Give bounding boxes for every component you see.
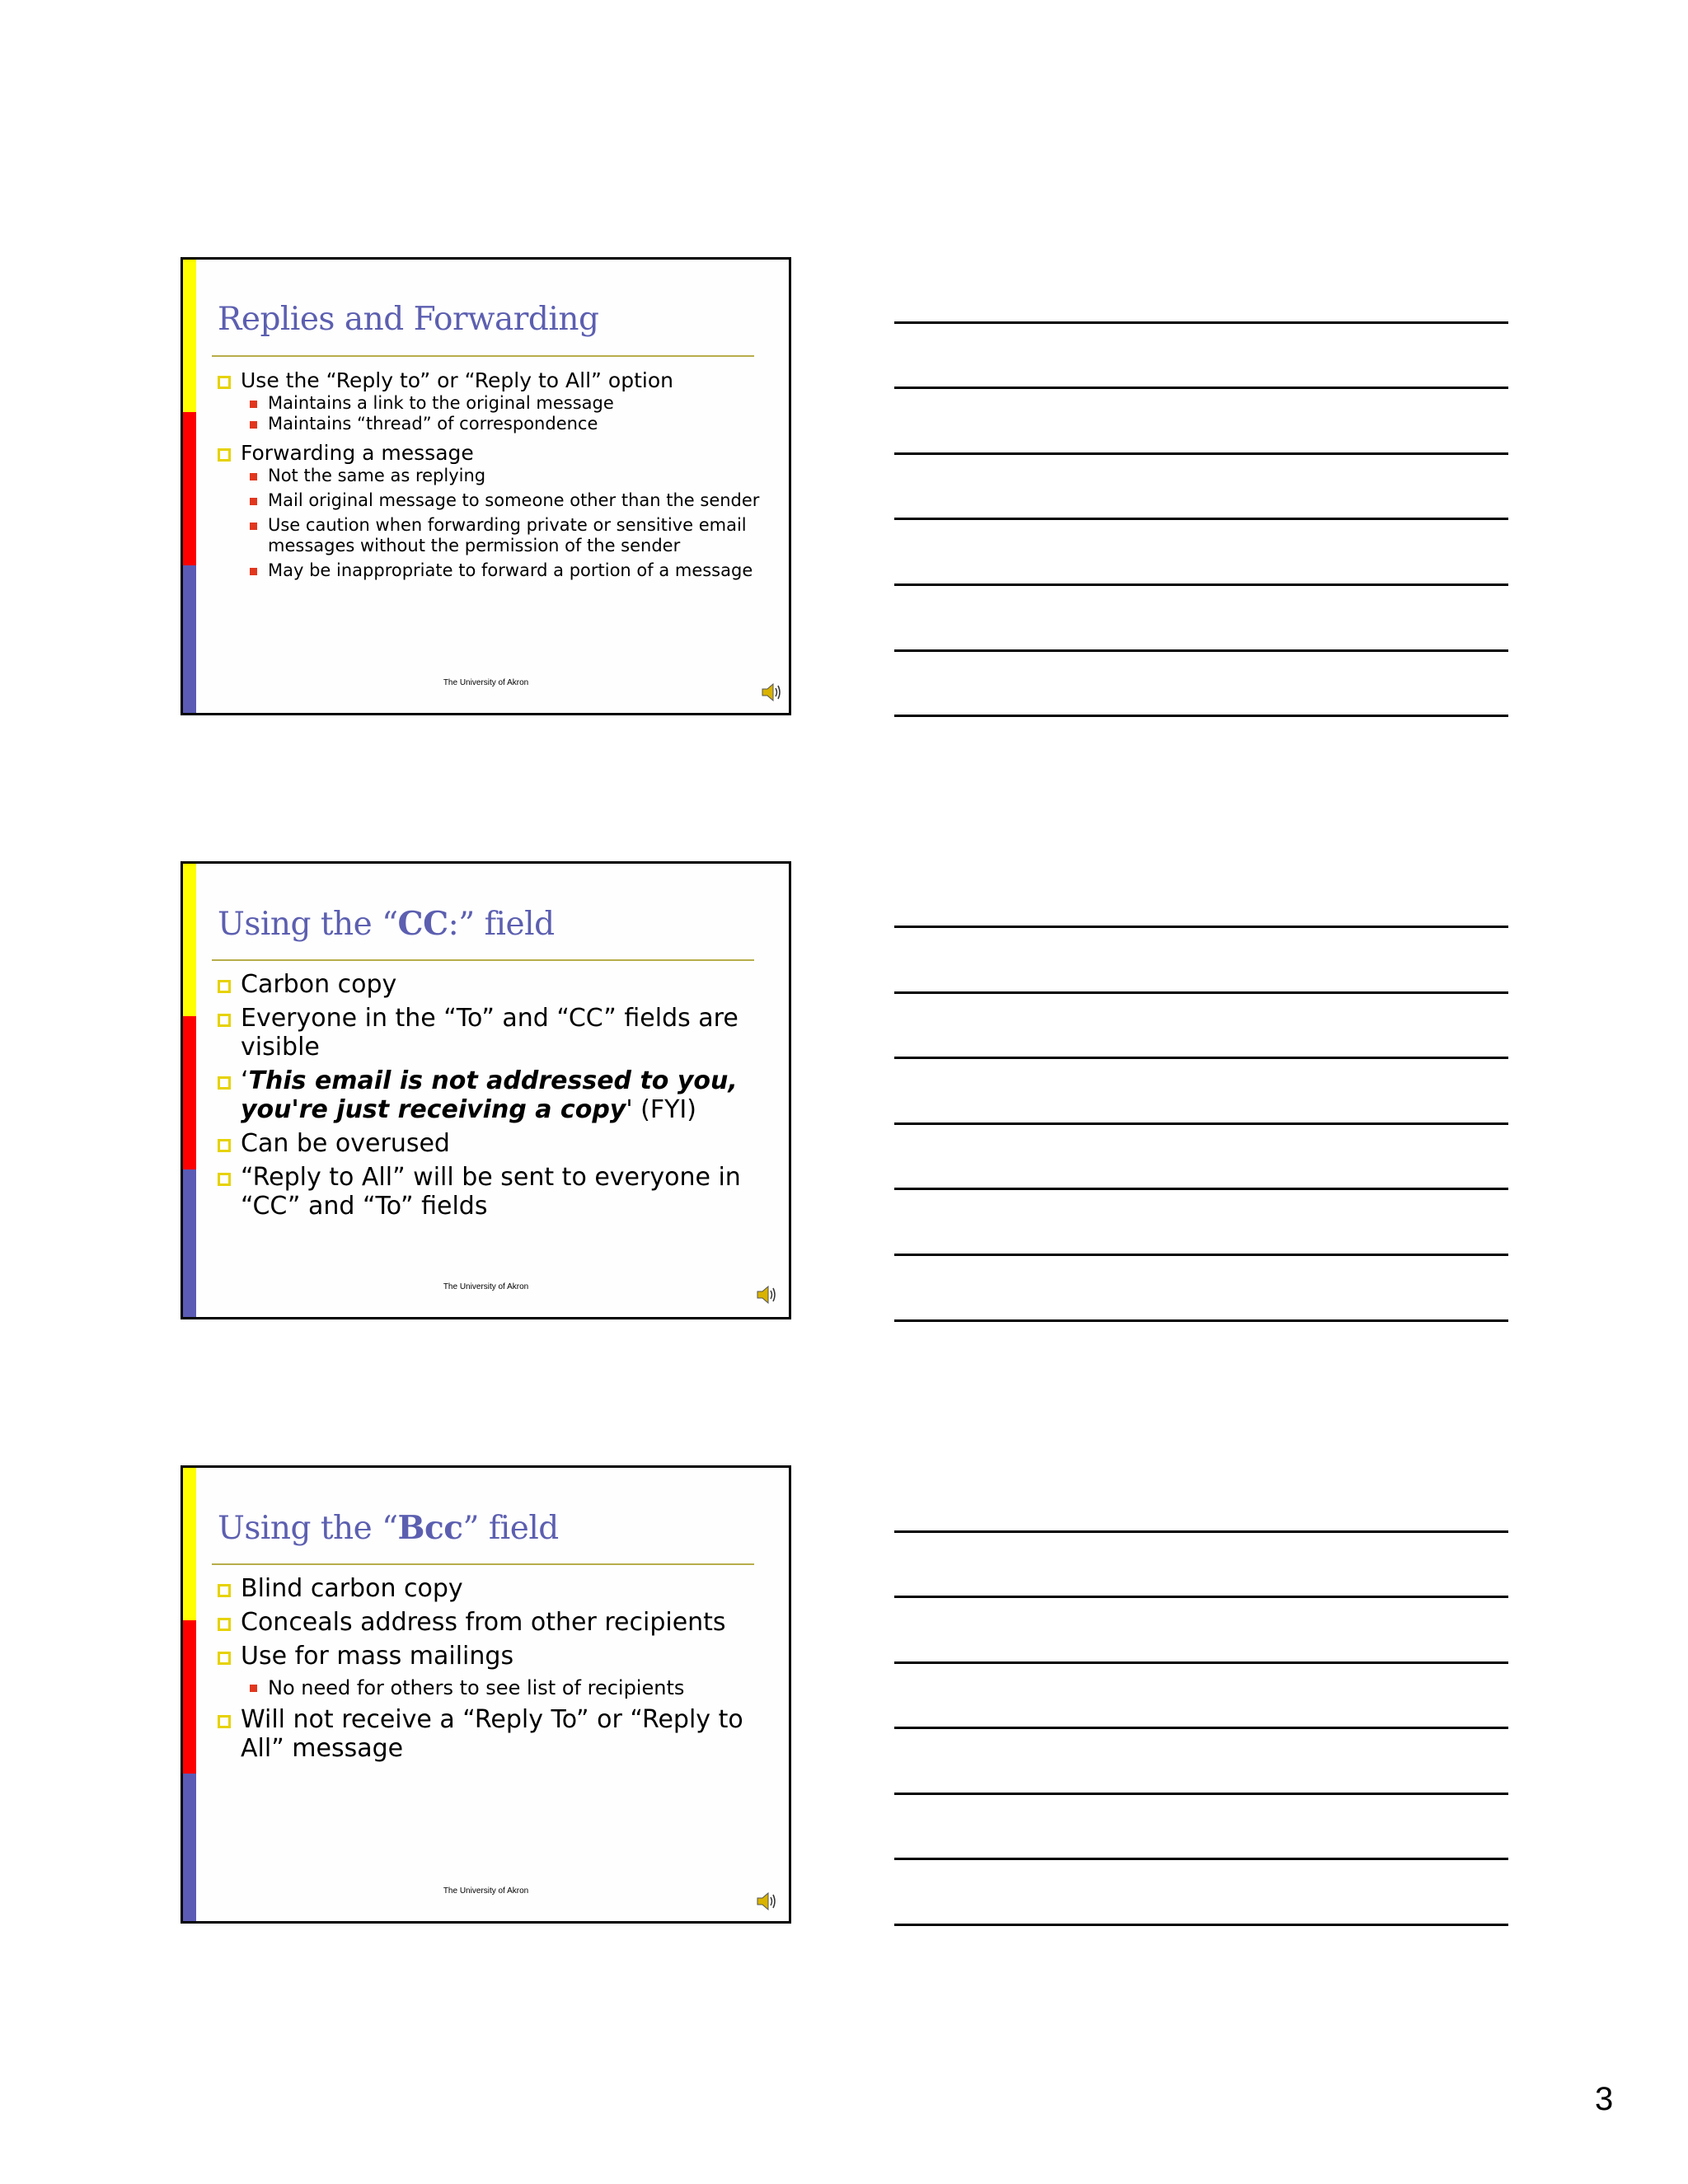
note-line: [894, 1319, 1508, 1322]
square-bullet-icon: [218, 1652, 231, 1665]
accent-stripe-blue: [183, 1169, 196, 1319]
note-line: [894, 1596, 1508, 1598]
bullet-level-1: [218, 1705, 764, 1763]
note-line: [894, 1188, 1508, 1190]
square-bullet-icon: [250, 401, 257, 408]
square-bullet-icon: [218, 1173, 231, 1186]
slide-content: [218, 368, 764, 581]
square-bullet-icon: [218, 1715, 231, 1728]
bullet-text: Blind carbon copy: [241, 1574, 463, 1603]
bullet-level-1: [218, 440, 764, 466]
bullet-level-1: [218, 1608, 764, 1637]
bullet-level-2: [218, 560, 764, 581]
title-underline: [212, 959, 754, 961]
slide-footer: The University of Akron: [443, 1886, 529, 1896]
bullet-level-2: [218, 414, 764, 434]
speaker-icon[interactable]: [756, 1285, 777, 1305]
slide-title: Replies and Forwarding: [218, 301, 599, 338]
bullet-level-2: [218, 490, 764, 511]
bullet-text: Will not receive a “Reply To” or “Reply to All” message: [241, 1705, 743, 1763]
bullet-level-2: [218, 515, 764, 556]
note-line: [894, 321, 1508, 324]
slide-title: Using the “Bcc” field: [218, 1509, 559, 1547]
title-underline: [212, 355, 754, 357]
bullet-level-1: [218, 970, 764, 999]
square-bullet-icon: [250, 568, 257, 575]
bullet-text: Use caution when forwarding private or sensitive email messages without the permission of the sender: [268, 515, 747, 555]
bullet-level-1: [218, 1163, 764, 1221]
bullet-level-1: [218, 1066, 764, 1124]
page-number: 3: [1595, 2081, 1614, 2117]
bullet-text: ‘This email is not addressed to you, you're just receiving a copy' (FYI): [241, 1066, 738, 1124]
bullet-text: Mail original message to someone other than the sender: [268, 490, 760, 510]
note-line: [894, 518, 1508, 520]
slide-thumbnail-3: [181, 1465, 791, 1924]
square-bullet-icon: [250, 523, 257, 530]
accent-stripe-yellow: [183, 864, 196, 1016]
square-bullet-icon: [250, 498, 257, 505]
square-bullet-icon: [218, 980, 231, 993]
square-bullet-icon: [218, 1139, 231, 1152]
square-bullet-icon: [218, 376, 231, 389]
bullet-text: “Reply to All” will be sent to everyone in “CC” and “To” fields: [241, 1163, 741, 1221]
note-line: [894, 583, 1508, 586]
bullet-text: Can be overused: [241, 1129, 450, 1158]
slide-title: Using the “CC:” field: [218, 905, 555, 943]
note-line: [894, 715, 1508, 717]
title-underline: [212, 1563, 754, 1565]
bullet-text: Use for mass mailings: [241, 1642, 514, 1671]
bullet-level-1: [218, 1129, 764, 1158]
square-bullet-icon: [250, 1685, 257, 1692]
bullet-text: Maintains a link to the original message: [268, 393, 614, 413]
speaker-icon[interactable]: [756, 1891, 777, 1911]
bullet-text: May be inappropriate to forward a portion of a message: [268, 560, 753, 580]
bullet-text: Forwarding a message: [241, 441, 474, 465]
square-bullet-icon: [218, 1076, 231, 1090]
speaker-icon[interactable]: [761, 682, 782, 702]
note-line: [894, 1793, 1508, 1795]
note-line: [894, 649, 1508, 652]
square-bullet-icon: [218, 1584, 231, 1597]
accent-stripe-red: [183, 412, 196, 565]
accent-stripe-red: [183, 1016, 196, 1169]
slide-footer: The University of Akron: [443, 678, 529, 687]
note-line: [894, 1661, 1508, 1664]
bullet-text: Not the same as replying: [268, 466, 486, 485]
note-line: [894, 1858, 1508, 1860]
bullet-text: Conceals address from other recipients: [241, 1608, 726, 1637]
note-line: [894, 1530, 1508, 1533]
slide-content: [218, 1574, 764, 1768]
bullet-level-2: [218, 393, 764, 414]
bullet-level-1: [218, 1574, 764, 1603]
note-line: [894, 1254, 1508, 1256]
square-bullet-icon: [218, 1014, 231, 1027]
slide-footer: The University of Akron: [443, 1282, 529, 1291]
note-line: [894, 1924, 1508, 1926]
square-bullet-icon: [218, 448, 231, 462]
bullet-level-2: [218, 466, 764, 486]
bullet-text: Carbon copy: [241, 970, 397, 999]
slide-thumbnail-1: [181, 257, 791, 715]
accent-stripe-red: [183, 1620, 196, 1774]
bullet-text: Use the “Reply to” or “Reply to All” option: [241, 368, 673, 392]
slide-content: [218, 970, 764, 1226]
accent-stripe-blue: [183, 565, 196, 715]
note-line: [894, 387, 1508, 389]
note-line: [894, 926, 1508, 928]
note-line: [894, 1122, 1508, 1125]
note-line: [894, 1727, 1508, 1729]
bullet-level-2: [218, 1675, 764, 1700]
note-line: [894, 1057, 1508, 1059]
bullet-level-1: [218, 368, 764, 393]
note-line: [894, 991, 1508, 994]
bullet-level-1: [218, 1004, 764, 1062]
note-line: [894, 452, 1508, 455]
slide-thumbnail-2: [181, 861, 791, 1319]
bullet-text: Maintains “thread” of correspondence: [268, 414, 598, 434]
accent-stripe-yellow: [183, 260, 196, 412]
square-bullet-icon: [250, 421, 257, 429]
bullet-text: Everyone in the “To” and “CC” fields are visible: [241, 1004, 738, 1062]
square-bullet-icon: [218, 1618, 231, 1631]
bullet-text: No need for others to see list of recipients: [268, 1676, 685, 1699]
accent-stripe-yellow: [183, 1468, 196, 1620]
bullet-level-1: [218, 1642, 764, 1671]
square-bullet-icon: [250, 473, 257, 480]
accent-stripe-blue: [183, 1774, 196, 1924]
